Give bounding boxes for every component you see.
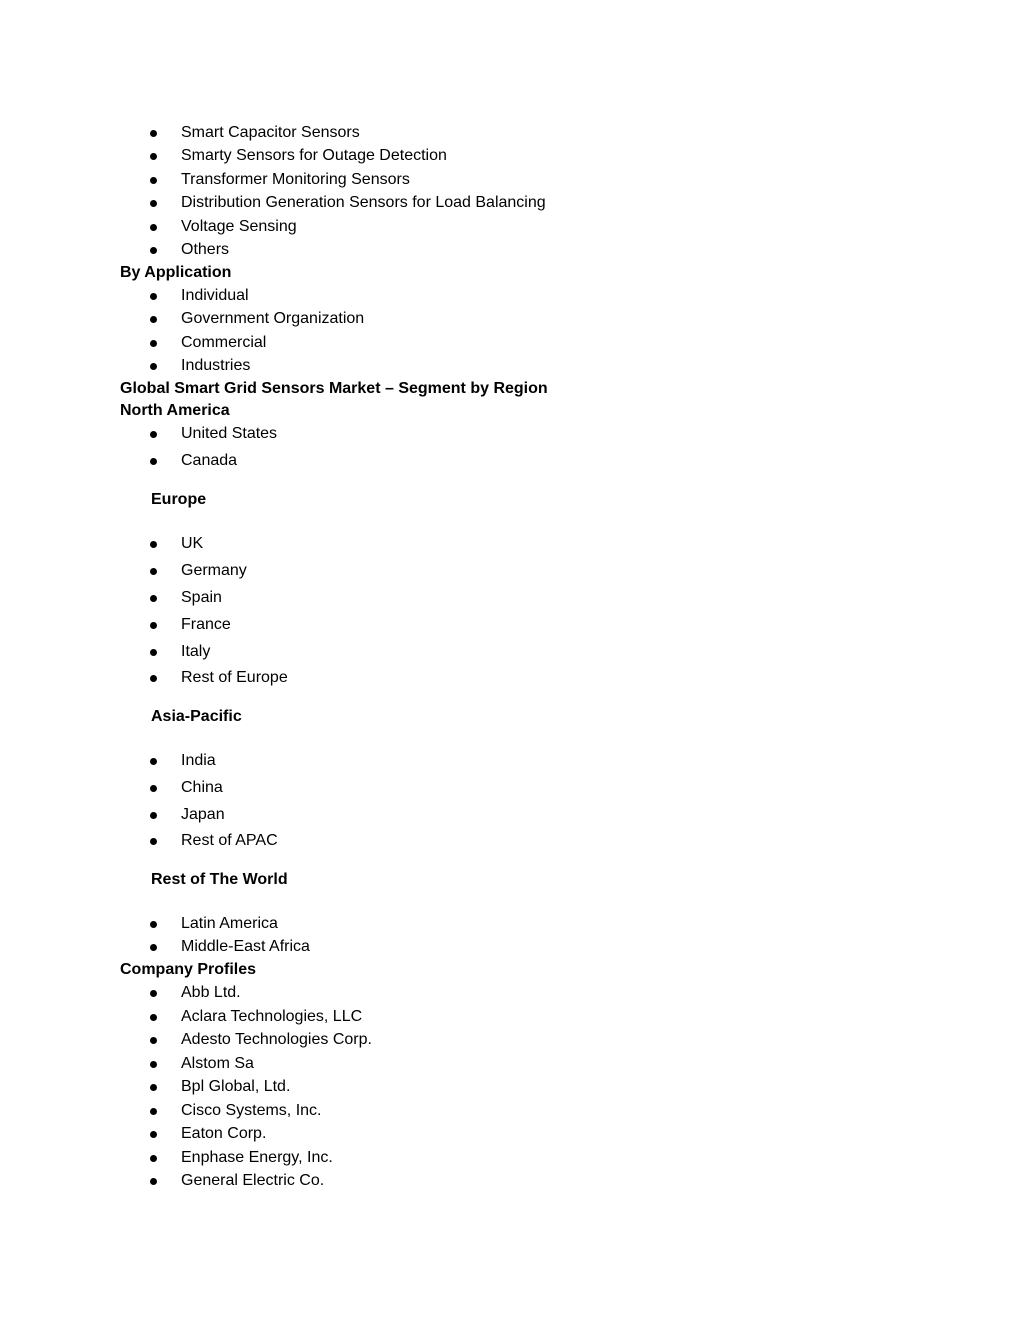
bullet-icon	[150, 1037, 157, 1044]
bullet-icon	[150, 1178, 157, 1185]
bullet-icon	[150, 1061, 157, 1068]
bullet-icon	[150, 812, 157, 819]
bullet-icon	[150, 458, 157, 465]
bullet-icon	[150, 224, 157, 231]
bullet-icon	[150, 1131, 157, 1138]
bullet-icon	[150, 758, 157, 765]
bullet-icon	[150, 785, 157, 792]
bullet-icon	[150, 838, 157, 845]
bullet-icon	[150, 200, 157, 207]
europe-heading: Europe	[151, 491, 207, 508]
bullet-icon	[150, 153, 157, 160]
bullet-icon	[150, 921, 157, 928]
bullet-icon	[150, 944, 157, 951]
bullet-icon	[150, 316, 157, 323]
bullet-icon	[150, 363, 157, 370]
company-profiles-heading: Company Profiles	[120, 961, 257, 978]
bullet-icon	[150, 541, 157, 548]
bullet-icon	[150, 1014, 157, 1021]
region-segment-heading: Global Smart Grid Sensors Market – Segment by Region	[120, 380, 548, 397]
bullet-icon	[150, 1108, 157, 1115]
bullet-icon	[150, 990, 157, 997]
bullet-icon	[150, 675, 157, 682]
bullet-icon	[150, 340, 157, 347]
asia-pacific-heading: Asia-Pacific	[151, 708, 242, 725]
bullet-icon	[150, 1084, 157, 1091]
bullet-icon	[150, 177, 157, 184]
rest-of-world-heading: Rest of The World	[151, 871, 288, 888]
bullet-icon	[150, 622, 157, 629]
bullet-icon	[150, 649, 157, 656]
bullet-icon	[150, 1155, 157, 1162]
by-application-heading: By Application	[120, 264, 232, 281]
bullet-icon	[150, 293, 157, 300]
bullet-icon	[150, 130, 157, 137]
document-page: Smart Capacitor Sensors Smarty Sensors for Outage Detection Transformer Monitoring Sensors Distribution Generation Sensors for Load Balancing Voltage Sensing Others By Application Individual Government Organization Commercial Industries Global Smart Grid Sensors Market – Segment by Region North America United States Canada Europe UK Germany Spain France Italy Rest of Europe Asia-Pacific India China Japan Rest of APAC Rest of The World Latin America Middle-East Africa Company Profiles Abb Ltd. Aclara Technologies, LLC Adesto Technologies Corp. Alstom Sa Bpl Global, Ltd. Cisco Systems, Inc. Eaton Corp. Enphase Energy, Inc. General Electric Co.	[120, 124, 548, 1189]
bullet-icon	[150, 595, 157, 602]
north-america-heading: North America	[120, 402, 230, 419]
bullet-icon	[150, 568, 157, 575]
bullet-icon	[150, 431, 157, 438]
bullet-icon	[150, 247, 157, 254]
